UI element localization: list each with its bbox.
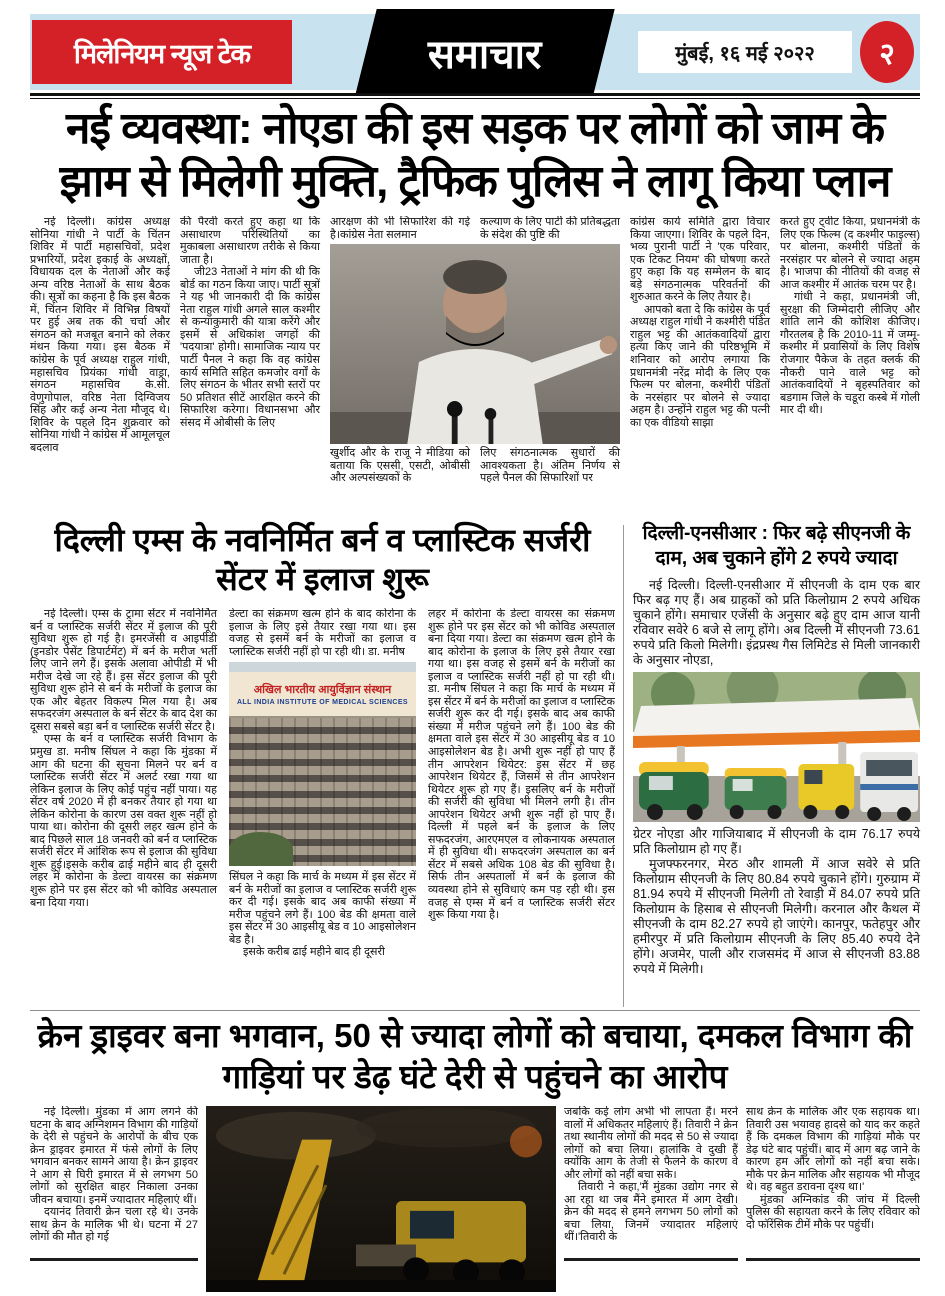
dateline-box <box>638 31 852 73</box>
masthead <box>30 14 920 90</box>
article-column <box>30 608 217 1008</box>
article-crane-columns <box>30 1106 920 1292</box>
masthead-rule-thin <box>30 98 920 99</box>
page-number-badge <box>860 21 914 83</box>
article-paragraph: कल्याण के लिए पार्टी की प्रतिबद्धता के संदेश की पुष्टि की <box>480 216 620 241</box>
dateline: मुंबई, १६ मई २०२२ <box>675 42 815 65</box>
article-paragraph: मुजफ्फरनगर, मेरठ और शामली में आज सवेरे से प्रति किलोग्राम सीएनजी के लिए 80.84 रुपये चुकाने होंगे। गुरुग्राम में 81.94 रुपये में सीएनजी मिलेगी तो रेवाड़ी में 84.07 रुपये प्रति किलोग्राम के हिसाब से सीएनजी मिलेगी। करनाल और कैथल में सीएनजी के दाम 82.27 रुपये हो जाएंगे। कानपुर, फतेहपुर और हमीरपुर में प्रति किलोग्राम सीएनजी के लिए 85.40 रुपये देने होंगे। अजमेर, पाली और राजसमंद में आज से सीएनजी 83.88 रुपये में मिलेगी। <box>633 857 920 976</box>
article-paragraph: नई दिल्ली। मुंडका में आग लगने की घटना के बाद अग्निशमन विभाग की गाड़ियों के देरी से पहुंचने के आरोपों के बीच एक क्रेन ड्राइवर इमारत में फंसे लोगों के लिए भगवान बनकर सामने आया है। क्रेन ड्राइवर ने आग से घिरी इमारत में से लगभग 50 लोगों को सुरक्षित बाहर निकाला उनका जीवन बचाया। इनमें ज्यादातर महिलाएं थीं। <box>30 1106 198 1206</box>
article-photo-block <box>330 216 620 516</box>
article-cng-price <box>633 521 920 977</box>
article-paragraph: जी23 नेताओं ने मांग की थी कि बोर्ड का गठन किया जाए। पार्टी सूत्रों ने यह भी जानकारी दी कि कांग्रेस नेता राहुल गांधी अगले साल कश्मीर से कन्याकुमारी की यात्रा करेंगे और इसमें से अधिकांश जगहों की 'पदयात्रा' होगी। सामाजिक न्याय पर पार्टी पैनल ने कहा कि वह कांग्रेस कार्य समिति सहित कमजोर वर्गों के लिए संगठन के भीतर सभी स्तरों पर 50 प्रतिशत सीटें आरक्षित करने की सिफारिश करेगा। विधानसभा और संसद में ओबीसी के लिए <box>180 266 320 429</box>
page-number: २ <box>879 37 895 71</box>
article-crane-headline: क्रेन ड्राइवर बना भगवान, 50 से ज्यादा लोगों को बचाया, दमकल विभाग की गाड़ियां पर डेढ़ घंटे देरी से पहुंचने का आरोप <box>37 1017 913 1095</box>
article-paragraph: तिवारी ने कहा,'मैं मुंडका उद्योग नगर से आ रहा था जब मैंने इमारत में आग देखी। क्रेन की मदद से हमने लगभग 50 लोगों को बचा लिया, जिनमें ज्यादातर महिलाएं थीं।'तिवारी के <box>564 1181 738 1244</box>
article-paragraph: मुंडका अग्निकांड की जांच में दिल्ली पुलिस की सहायता करने के लिए रविवार को दो फॉरेंसिक टीमें मौके पर पहुंचीं। <box>746 1193 920 1231</box>
article-photo-block <box>229 608 416 1008</box>
article-traffic-plan <box>30 102 920 516</box>
greenery <box>229 832 293 866</box>
article-column <box>428 608 615 1008</box>
article-paragraph: नई दिल्ली। कांग्रेस अध्यक्ष सोनिया गांधी ने पार्टी के चिंतन शिविर में पार्टी महासचिवों, प्रदेश प्रभारियों, प्रदेश इकाई के अध्यक्षों, विधायक दल के नेताओं और कई अन्य वरिष्ठ नेताओं के साथ बैठक की। सूत्रों का कहना है कि इस बैठक में, चिंतन शिविर में विभिन्न विषयों पर हुई अब तक की चर्चा और संगठन को मजबूत बनाने को लेकर मंथन किया गया। इस बैठक में कांग्रेस के पूर्व अध्यक्ष राहुल गांधी, महासचिव प्रियंका गांधी वाड्रा, संगठन महासचिव के.सी. वेणुगोपाल, वरिष्ठ नेता दिग्विजय सिंह और कई अन्य नेता मौजूद थे। शिविर के पहले दिन शुक्रवार को सोनिया गांधी ने कांग्रेस में आमूलचूल बदलाव <box>30 216 170 454</box>
article-column <box>630 216 770 516</box>
article-paragraph: आरक्षण की भी सिफारिश की गई है।कांग्रेस नेता सलमान <box>330 216 470 241</box>
article-paragraph: गांधी ने कहा, प्रधानमंत्री जी, सुरक्षा की जिम्मेदारी लीजिए और शांति लाने की कोशिश कीजिए। गौरतलब है कि 2010-11 में जम्मू-कश्मीर में प्रवासियों के लिए विशेष रोजगार पैकेज के तहत क्लर्क की नौकरी पाने वाले भट्ट को आतंकवादियों ने बृहस्पतिवार को बडगाम जिले के चडूरा कस्बे में गोली मार दी थी। <box>780 291 920 417</box>
article-paragraph: दयानंद तिवारी क्रेन चला रहे थे। उनके साथ क्रेन के मालिक भी थे। घटना में 27 लोगों की मौत हो गई <box>30 1206 198 1244</box>
article-paragraph: कांग्रेस कार्य समिति द्वारा विचार किया जाएगा। शिविर के पहले दिन, भव्य पुरानी पार्टी ने 'एक परिवार, एक टिकट नियम' की घोषणा करते हुए कहा कि यह सम्मेलन के बाद बड़े संगठनात्मक परिवर्तनों की शुरुआत करने के लिए तैयार है। <box>630 216 770 304</box>
article-column <box>30 1106 198 1261</box>
article-traffic-headline: नई व्यवस्था: नोएडा की इस सड़क पर लोगों को जाम के झाम से मिलेगी मुक्ति, ट्रैफिक पुलिस ने लागू किया प्लान <box>59 104 891 206</box>
section-flag <box>355 9 614 95</box>
cng-photo-caption: ग्रेटर नोएडा और गाजियाबाद में सीएनजी के दाम 76.17 रुपये प्रति किलोग्राम हो गए हैं। <box>633 827 920 856</box>
article-aiims-columns <box>30 608 615 1008</box>
section-divider-rule <box>30 1010 920 1011</box>
photo-bottom-text-row <box>330 447 620 485</box>
article-paragraph: साथ क्रेन के मालिक और एक सहायक था। तिवारी उस भयावह हादसे को याद कर कहते हैं कि दमकल विभाग की गाड़ियां मौके पर डेढ़ घंटे बाद पहुंचीं। बाद में आग बढ़ जाने के कारण हम और लोगों को नहीं बचा सके। मौके पर क्रेन मालिक और सहायक भी मौजूद थे। वह बहुत डरावना दृश्य था।' <box>746 1106 920 1194</box>
article-column <box>746 1106 920 1261</box>
article-aiims-headline: दिल्ली एम्स के नवनिर्मित बर्न व प्लास्टिक सर्जरी सेंटर में इलाज शुरू <box>54 522 591 597</box>
article-paragraph: सिंघल ने कहा कि मार्च के मध्यम में इस सेंटर में बर्न के मरीजों का इलाज व प्लास्टिक सर्जरी शुरू कर दी गई। इसके बाद अब काफी संख्या में मरीज पहुंचने लगे हैं। 100 बेड की क्षमता वाले इस सेंटर में 30 आइसीयू बेड व 10 आइसोलेशन बेड है। <box>229 871 416 946</box>
article-paragraph: नई दिल्ली। दिल्ली-एनसीआर में सीएनजी के दाम एक बार फिर बढ़ गए हैं। अब ग्राहकों को प्रति किलोग्राम 2 रुपये अधिक चुकाने होंगे। समाचार एजेंसी के अनुसार बढ़े हुए दाम आज यानी रविवार सवेरे 6 बजे से लागू होंगे। अब दिल्ली में सीएनजी 73.61 रुपये प्रति किलो मिलेगी। इंद्रप्रस्थ गैस लिमिटेड से मिली जानकारी के अनुसार नोएडा, <box>633 578 920 667</box>
brand-logo <box>32 20 292 84</box>
photo-sky <box>229 662 416 672</box>
article-traffic-columns <box>30 216 920 516</box>
aiims-signboard <box>229 672 416 718</box>
article-paragraph: आपको बता दे कि कांग्रेस के पूर्व अध्यक्ष राहुल गांधी ने कश्मीरी पंडित राहुल भट्ट की आतंकवादियों द्वारा हत्या किए जाने की परिष्ठभूमि में शनिवार को आरोप लगाया कि प्रधानमंत्री नरेंद्र मोदी के लिए एक फिल्म पर बोलना, कश्मीरी पंडितों के नरसंहार पर बोलने से ज्यादा अहम है। उन्होंने राहुल भट्ट की पत्नी का एक वीडियो साझा <box>630 303 770 429</box>
article-paragraph: नई दिल्ली। एम्स के ट्रामा सेंटर में नवनिर्मित बर्न व प्लास्टिक सर्जरी सेंटर में इलाज की पूरी सुविधा शुरू हो गई है। इमरजेंसी व आइपीडी (इनडोर पेसेंट डिपार्टमेंट) में बर्न के मरीज भर्ती लिए जाने लगे हैं। इसके अलावा ओपीडी में भी मरीज देखे जा रहे हैं। इस सेंटर इलाज की पूरी सुविधा शुरू होने से बर्न के मरीजों के इलाज का एक और बेहतर विकल्प मिल गया है। अब सफदरजंग अस्पताल के बर्न सेंटर के बाद देश का दूसरा सबसे बड़ा बर्न व प्लास्टिक सर्जरी सेंटर है। <box>30 608 217 733</box>
article-paragraph: एम्स के बर्न व प्लास्टिक सर्जरी विभाग के प्रमुख डा. मनीष सिंघल ने कहा कि मुंडका में आग की घटना की सूचना मिलने पर बर्न व प्लास्टिक सर्जरी सेंटर में अलर्ट रखा गया था लेकिन इलाज के लिए कोई पहुंच नहीं पाया। यह सेंटर वर्ष 2020 में ही बनकर तैयार हो गया था लेकिन कोरोना के कारण उस वक्त शुरू नहीं हो पाया था। कोरोना की दूसरी लहर खत्म होने के बाद पिछले साल 18 जनवरी को बर्न व प्लास्टिक सर्जरी सेंटर में आंशिक रूप से इलाज की सुविधा शुरू हुई।इसके करीब ढाई महीने बाद ही दूसरी लहर में कोरोना के डेल्टा वायरस का संक्रमण शुरू होने पर इस सेंटर को भी कोविड अस्पताल बना दिया गया। <box>30 733 217 909</box>
vertical-column-rule <box>623 525 624 1007</box>
aiims-sign-english: ALL INDIA INSTITUTE OF MEDICAL SCIENCES <box>236 699 409 707</box>
article-paragraph: खुर्शीद और के राजू ने मीडिया को बताया कि एससी, एसटी, ओबीसी और अल्पसंख्यकों के <box>330 447 470 485</box>
article-paragraph: इसके करीब ढाई महीने बाद ही दूसरी <box>243 946 385 959</box>
article-paragraph: की पैरवी करते हुए कहा था कि असाधारण परिस्थितियों का मुकाबला असाधारण तरीके से किया जाता है। <box>180 216 320 266</box>
photo-top-text-row <box>330 216 620 241</box>
aiims-building-photo <box>229 662 416 866</box>
article-column <box>780 216 920 516</box>
article-crane-rescue <box>30 1015 920 1292</box>
aiims-sign-hindi: अखिल भारतीय आयुर्विज्ञान संस्थान <box>253 684 392 697</box>
section-name: समाचार <box>428 32 542 77</box>
masthead-rule-thick <box>30 93 920 96</box>
article-paragraph: डेल्टा का संक्रमण खत्म होने के बाद कोरोना के इलाज के लिए इसे तैयार रखा गया था। इस वजह से इसमें बर्न के मरीजों का इलाज व प्लास्टिक सर्जरी नहीं हो पा रही थी। डा. मनीष <box>229 608 416 658</box>
article-paragraph: करते हुए ट्वीट किया, प्रधानमंत्री के लिए एक फिल्म (द कश्मीर फाइल्स) पर बोलना, कश्मीरी पंडितों के नरसंहार पर बोलने से ज्यादा अहम है। भाजपा की नीतियों की वजह से आज कश्मीर में आतंक चरम पर है। <box>780 216 920 291</box>
article-column <box>30 216 170 516</box>
article-column <box>564 1106 738 1261</box>
crane-night-rescue-photo <box>206 1106 556 1292</box>
article-paragraph: लिए संगठनात्मक सुधारों की आवश्यकता है। अंतिम निर्णय से पहले पैनल की सिफारिशों पर <box>480 447 620 485</box>
article-aiims-burn-centre <box>30 521 615 1008</box>
article-cng-headline: दिल्ली-एनसीआर : फिर बढ़े सीएनजी के दाम, अब चुकाने होंगे 2 रुपये ज्यादा <box>642 523 911 569</box>
article-paragraph: जबकि कई लोग अभी भी लापता हैं। मरने वालों में अधिकतर महिलाएं हैं। तिवारी ने क्रेन तथा स्थानीय लोगों की मदद से 50 से ज्यादा लोगों को बचा लिया। हालांकि वे दुखी हैं क्योंकि आग के तेजी से फैलने के कारण वे और लोगों को नहीं बचा सके। <box>564 1106 738 1181</box>
article-column <box>180 216 320 516</box>
cng-station-photo <box>633 672 920 822</box>
press-conference-speaker-photo <box>330 244 620 444</box>
article-paragraph: लहर में कोरोना के डेल्टा वायरस का संक्रमण शुरू होने पर इस सेंटर को भी कोविड अस्पताल बना दिया गया। डेल्टा का संक्रमण खत्म होने के बाद कोरोना के इलाज के लिए इसे तैयार रखा गया था। इस वजह से इसमें बर्न के मरीजों का इलाज व प्लास्टिक सर्जरी नहीं हो पा रही थी। डा. मनीष सिंघल ने कहा कि मार्च के मध्यम में इस सेंटर में बर्न के मरीजों का इलाज व प्लास्टिक सर्जरी शुरू कर दी गई। इसके बाद अब काफी संख्या में मरीज पहुंचने लगे हैं। 100 बेड की क्षमता वाले इस सेंटर में 30 आइसीयू बेड व 10 आइसोलेशन बेड है। अभी शुरू नहीं हो पाए हैं तीन आपरेशन थियेटर: इस सेंटर में छह आपरेशन थियेटर हैं, जिसमें से तीन आपरेशन थियेटर शुरू हो गए हैं। इसलिए बर्न के मरीजों की सर्जरी की सुविधा भी मिलने लगी है। तीन आपरेशन थियेटर अभी शुरू नहीं हो पाए हैं। दिल्ली में पहले बर्न के इलाज के लिए सफदरजंग, आरएमएल व लोकनायक अस्पताल में ही सुविधा थी। सफदरजंग अस्पताल का बर्न सेंटर में सबसे अधिक 108 बेड की सुविधा है। सिर्फ तीन अस्पतालों में बर्न के इलाज की व्यवस्था होने से सुविधाएं कम पड़ रही थी। इस वजह से एम्स में बर्न व प्लास्टिक सर्जरी सेंटर शुरू किया गया है। <box>428 608 615 922</box>
brand-name: मिलेनियम न्यूज टेक <box>73 38 251 69</box>
